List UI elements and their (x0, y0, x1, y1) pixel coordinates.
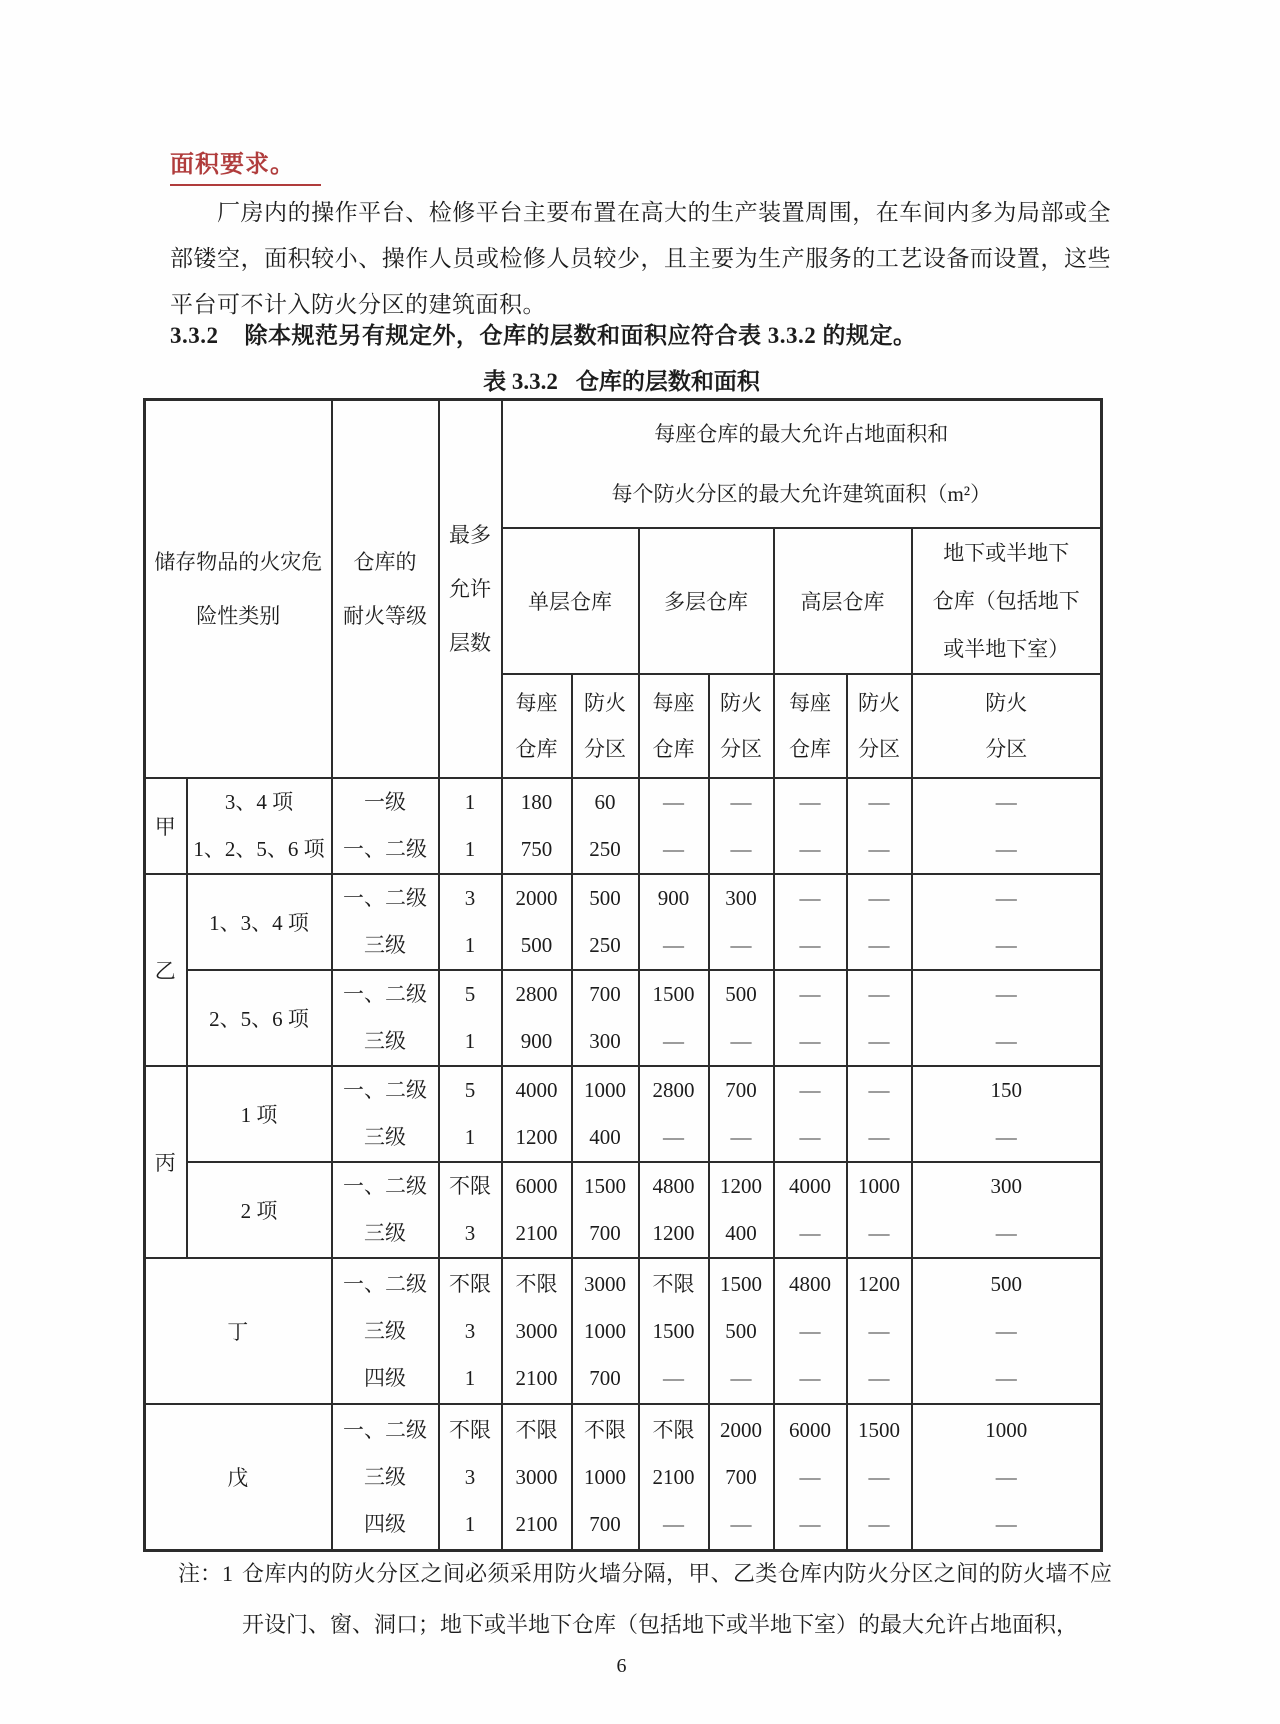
fire-rating-cell: 一、二级 三级 (332, 874, 439, 970)
multi-fire-compartment-cell: 700 — (709, 1066, 774, 1162)
header-underground: 地下或半地下 仓库（包括地下 或半地下室） (912, 528, 1102, 674)
highrise-fire-compartment-cell: — — (847, 970, 912, 1066)
category-cell: 丙 (145, 1066, 187, 1258)
subheader-fire-compartment: 防火 分区 (912, 674, 1102, 778)
fire-rating-cell: 一、二级 三级 (332, 1162, 439, 1258)
highrise-per-building-cell: 6000 — — (774, 1404, 847, 1551)
subheader-fire-compartment: 防火 分区 (847, 674, 912, 778)
highrise-fire-compartment-cell: 1500 — — (847, 1404, 912, 1551)
category-cell: 甲 (145, 778, 187, 874)
header-max-floors: 最多 允许 层数 (439, 400, 502, 779)
subheader-fire-compartment: 防火 分区 (709, 674, 774, 778)
item-cell: 2 项 (187, 1162, 332, 1258)
single-per-building-cell: 2800 900 (502, 970, 572, 1066)
note-text: 仓库内的防火分区之间必须采用防火墙分隔，甲、乙类仓库内防火分区之间的防火墙不应开设门、窗、洞口；地下或半地下仓库（包括地下或半地下室）的最大允许占地面积， (242, 1561, 1112, 1637)
subheader-fire-compartment: 防火 分区 (572, 674, 639, 778)
multi-per-building-cell: 4800 1200 (639, 1162, 709, 1258)
underground-fire-compartment-cell: — — (912, 778, 1102, 874)
highrise-fire-compartment-cell: — — (847, 1066, 912, 1162)
single-fire-compartment-cell: 500 250 (572, 874, 639, 970)
section-heading-red: 面积要求。 (170, 144, 321, 186)
table-row-jia (145, 778, 1102, 874)
section-3-3-2 (170, 317, 1111, 350)
multi-fire-compartment-cell: 1200 400 (709, 1162, 774, 1258)
single-fire-compartment-cell: 60 250 (572, 778, 639, 874)
header-category: 储存物品的火灾危 险性类别 (145, 400, 332, 779)
highrise-fire-compartment-cell: 1200 — — (847, 1258, 912, 1404)
subheader-per-building: 每座 仓库 (502, 674, 572, 778)
highrise-per-building-cell: — — (774, 970, 847, 1066)
table-row-yi-256 (145, 970, 1102, 1066)
max-floors-cell: 1 1 (439, 778, 502, 874)
subheader-per-building: 每座 仓库 (639, 674, 709, 778)
item-cell: 1、3、4 项 (187, 874, 332, 970)
table-row-wu (145, 1404, 1102, 1551)
item-cell: 1 项 (187, 1066, 332, 1162)
single-fire-compartment-cell: 700 300 (572, 970, 639, 1066)
highrise-fire-compartment-cell: — — (847, 874, 912, 970)
multi-per-building-cell: — — (639, 778, 709, 874)
single-fire-compartment-cell: 不限 1000 700 (572, 1404, 639, 1551)
single-per-building-cell: 180 750 (502, 778, 572, 874)
fire-rating-cell: 一、二级 三级 (332, 1066, 439, 1162)
multi-per-building-cell: 不限 2100 — (639, 1404, 709, 1551)
table-row-yi-134 (145, 874, 1102, 970)
body-paragraph: 厂房内的操作平台、检修平台主要布置在高大的生产装置周围，在车间内多为局部或全部镂空，面积较小、操作人员或检修人员较少，且主要为生产服务的工艺设备而设置，这些平台可不计入防火分区的建筑面积。 (170, 200, 1111, 317)
header-single-storey: 单层仓库 (502, 528, 639, 674)
highrise-fire-compartment-cell: 1000 — (847, 1162, 912, 1258)
item-cell: 2、5、6 项 (187, 970, 332, 1066)
highrise-per-building-cell: 4000 — (774, 1162, 847, 1258)
highrise-per-building-cell: — — (774, 1066, 847, 1162)
multi-fire-compartment-cell: 300 — (709, 874, 774, 970)
multi-per-building-cell: 1500 — (639, 970, 709, 1066)
page-number: 6 (616, 1655, 627, 1677)
max-floors-cell: 5 1 (439, 970, 502, 1066)
max-floors-cell: 不限 3 (439, 1162, 502, 1258)
table-caption-text: 仓库的层数和面积 (575, 369, 760, 394)
highrise-per-building-cell: — — (774, 778, 847, 874)
fire-rating-cell: 一、二级 三级 (332, 970, 439, 1066)
header-area-span-title: 每座仓库的最大允许占地面积和 每个防火分区的最大允许建筑面积（m²） (502, 400, 1102, 529)
table-row-ding (145, 1258, 1102, 1404)
section-text: 除本规范另有规定外，仓库的层数和面积应符合表 3.3.2 的规定。 (244, 323, 917, 348)
table-caption (143, 363, 1100, 396)
fire-rating-cell: 一、二级 三级 四级 (332, 1404, 439, 1551)
section-number: 3.3.2 (170, 323, 219, 348)
single-fire-compartment-cell: 3000 1000 700 (572, 1258, 639, 1404)
table-note (178, 1548, 1112, 1650)
header-fire-rating: 仓库的 耐火等级 (332, 400, 439, 779)
single-per-building-cell: 不限 3000 2100 (502, 1258, 572, 1404)
max-floors-cell: 5 1 (439, 1066, 502, 1162)
highrise-fire-compartment-cell: — — (847, 778, 912, 874)
table-row-bing-2 (145, 1162, 1102, 1258)
single-per-building-cell: 不限 3000 2100 (502, 1404, 572, 1551)
underground-fire-compartment-cell: 1000 — — (912, 1404, 1102, 1551)
table-row-bing-1 (145, 1066, 1102, 1162)
item-cell: 3、4 项 1、2、5、6 项 (187, 778, 332, 874)
single-fire-compartment-cell: 1000 400 (572, 1066, 639, 1162)
max-floors-cell: 3 1 (439, 874, 502, 970)
multi-fire-compartment-cell: 2000 700 — (709, 1404, 774, 1551)
multi-fire-compartment-cell: 1500 500 — (709, 1258, 774, 1404)
fire-rating-cell: 一级 一、二级 (332, 778, 439, 874)
highrise-per-building-cell: — — (774, 874, 847, 970)
fire-rating-cell: 一、二级 三级 四级 (332, 1258, 439, 1404)
single-fire-compartment-cell: 1500 700 (572, 1162, 639, 1258)
multi-fire-compartment-cell: — — (709, 778, 774, 874)
subheader-per-building: 每座 仓库 (774, 674, 847, 778)
category-cell: 戊 (145, 1404, 332, 1551)
underground-fire-compartment-cell: — — (912, 874, 1102, 970)
single-per-building-cell: 2000 500 (502, 874, 572, 970)
header-row-1 (145, 400, 1102, 529)
multi-per-building-cell: 900 — (639, 874, 709, 970)
underground-fire-compartment-cell: — — (912, 970, 1102, 1066)
table-caption-number: 表 3.3.2 (483, 369, 558, 394)
header-multi-storey: 多层仓库 (639, 528, 774, 674)
single-per-building-cell: 4000 1200 (502, 1066, 572, 1162)
max-floors-cell: 不限 3 1 (439, 1258, 502, 1404)
single-per-building-cell: 6000 2100 (502, 1162, 572, 1258)
category-cell: 乙 (145, 874, 187, 1066)
max-floors-cell: 不限 3 1 (439, 1404, 502, 1551)
note-label: 注：1 (178, 1561, 234, 1586)
underground-fire-compartment-cell: 300 — (912, 1162, 1102, 1258)
multi-per-building-cell: 2800 — (639, 1066, 709, 1162)
highrise-per-building-cell: 4800 — — (774, 1258, 847, 1404)
warehouse-area-table (143, 398, 1103, 1552)
category-cell: 丁 (145, 1258, 332, 1404)
multi-per-building-cell: 不限 1500 — (639, 1258, 709, 1404)
multi-fire-compartment-cell: 500 — (709, 970, 774, 1066)
underground-fire-compartment-cell: 500 — — (912, 1258, 1102, 1404)
underground-fire-compartment-cell: 150 — (912, 1066, 1102, 1162)
header-high-rise: 高层仓库 (774, 528, 912, 674)
